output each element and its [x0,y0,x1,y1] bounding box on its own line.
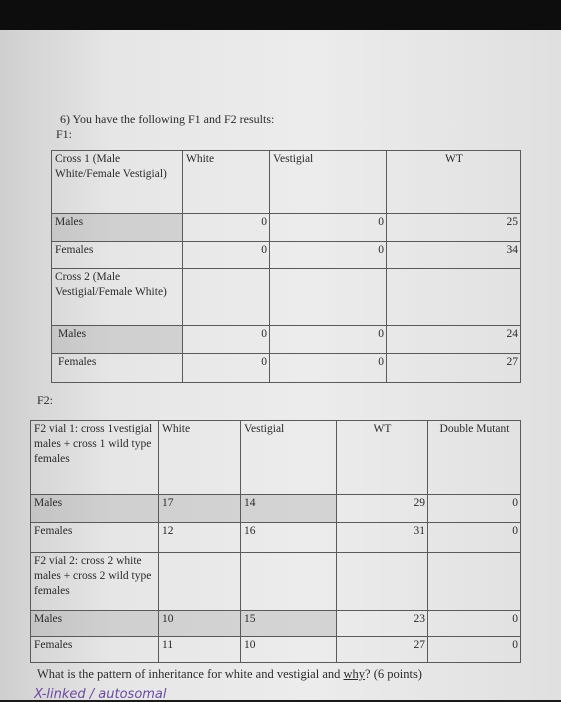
cell-white: 0 [183,242,270,269]
cell-white: 0 [183,326,270,354]
cell-vestigial: 15 [241,611,337,637]
table-row [52,214,521,242]
question-heading: 6) You have the following F1 and F2 results: [60,112,275,126]
empty-cell [159,553,241,611]
cell-double-mutant: 0 [428,611,521,637]
row-label: Males [31,495,159,523]
cell-wt: 24 [387,326,521,354]
empty-cell [337,553,428,611]
row-label [52,326,183,354]
cell-vestigial: 10 [241,637,337,663]
cell-wt: 34 [387,242,521,269]
f1-cross2-row [52,269,521,326]
f2-header-wt: WT [337,421,428,495]
empty-cell [270,269,387,326]
f2-header-white: White [159,421,241,495]
cell-wt: 27 [337,637,428,663]
cell-wt: 25 [387,214,521,242]
f1-results-table [51,150,521,383]
f2-vial2-row [31,553,521,611]
cell-white: 11 [159,637,241,663]
table-row [52,354,521,383]
table-row [31,611,521,637]
row-label: Males [31,611,159,637]
cell-double-mutant: 0 [428,495,521,523]
cell-vestigial: 0 [270,214,387,242]
cell-white: 10 [159,611,241,637]
row-label-text: Males [58,328,87,340]
cell-vestigial: 0 [270,242,387,269]
cell-white: 0 [183,214,270,242]
row-label: Males [52,214,183,242]
f2-results-table [30,420,521,663]
question-prefix: What is the pattern of inheritance for white and vestigial and [37,667,344,681]
row-label: Females [52,242,183,269]
cell-vestigial: 0 [270,354,387,383]
table-row [31,637,521,663]
f1-label: F1: [56,127,73,141]
row-label-text: Females [58,356,97,368]
f1-header-wt: WT [387,151,521,214]
inheritance-question [37,667,422,682]
cell-white: 12 [159,523,241,553]
cell-wt: 27 [387,354,521,383]
question-why: why [343,667,366,681]
top-dark-bar [0,0,561,30]
table-row [52,326,521,354]
f1-cross2-label: Cross 2 (Male Vestigial/Female White) [52,269,183,326]
cell-vestigial: 16 [241,523,337,553]
f2-header-double-mutant: Double Mutant [428,421,521,495]
f1-header-row [52,151,521,214]
cell-wt: 31 [337,523,428,553]
cell-vestigial: 14 [241,495,337,523]
table-row [31,523,521,553]
cell-white: 0 [183,354,270,383]
handwritten-answer: X-linked / autosomal [34,687,167,702]
row-label: Females [31,523,159,553]
row-label: Females [31,637,159,663]
empty-cell [183,269,270,326]
row-label [52,354,183,383]
f2-vial2-label: F2 vial 2: cross 2 white males + cross 2 wild type females [31,553,159,611]
f1-header-vestigial: Vestigial [270,151,387,214]
empty-cell [387,269,521,326]
f2-header-vestigial: Vestigial [241,421,337,495]
table-row [52,242,521,269]
f1-header-white: White [183,151,270,214]
empty-cell [241,553,337,611]
cell-vestigial: 0 [270,326,387,354]
f1-cross1-label: Cross 1 (Male White/Female Vestigial) [52,151,183,214]
f2-vial1-label: F2 vial 1: cross 1vestigial males + cross 1 wild type females [31,421,159,495]
f2-header-row [31,421,521,495]
question-suffix: ? (6 points) [365,667,422,681]
table-row [31,495,521,523]
empty-cell [428,553,521,611]
f2-label: F2: [37,393,54,407]
cell-double-mutant: 0 [428,637,521,663]
cell-wt: 23 [337,611,428,637]
cell-double-mutant: 0 [428,523,521,553]
cell-white: 17 [159,495,241,523]
cell-wt: 29 [337,495,428,523]
